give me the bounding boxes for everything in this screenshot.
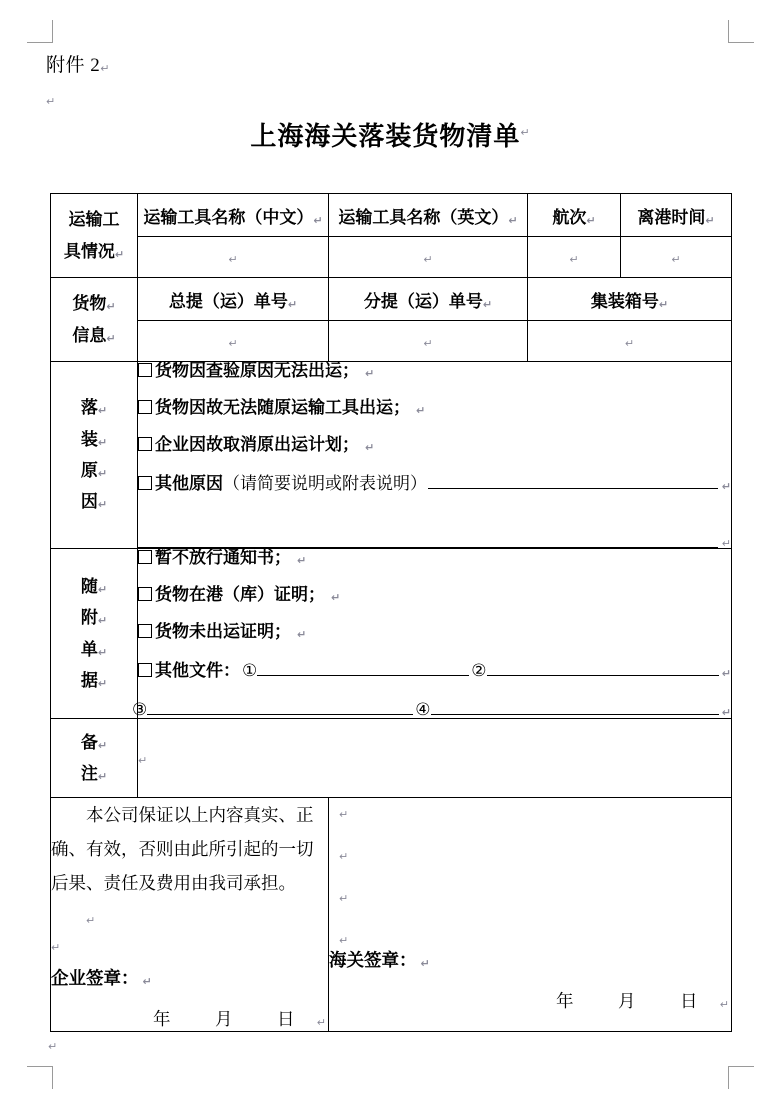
cargo-manifest-table — [50, 193, 732, 1032]
row-label-transport — [51, 194, 138, 278]
checkbox-label: 企业因故取消原出运计划； — [155, 435, 359, 454]
paragraph-mark-icon: ↵ — [51, 940, 61, 954]
paragraph-mark-icon: ↵ — [106, 300, 116, 314]
other-document-input-line-4[interactable] — [431, 699, 719, 715]
paragraph-mark-icon: ↵ — [106, 331, 116, 345]
paragraph-mark-icon: ↵ — [228, 337, 238, 350]
blank-number-3: ③ — [132, 700, 148, 719]
field-voyage[interactable] — [528, 237, 621, 278]
paragraph-mark-icon: ↵ — [719, 998, 729, 1012]
page-title — [0, 116, 781, 153]
checkbox-label: 货物在港（库）证明； — [155, 585, 325, 604]
other-document-input-line-3[interactable] — [147, 699, 413, 715]
attachment-label-text: 附件 2 — [46, 55, 101, 76]
paragraph-mark-icon: ↵ — [46, 95, 56, 108]
paragraph-mark-icon: ↵ — [482, 297, 493, 311]
column-header-container-no: 集装箱号↵ — [528, 278, 732, 321]
paragraph-mark-icon: ↵ — [313, 213, 323, 227]
date-month-label: 月 — [215, 1008, 233, 1029]
page-title-text: 上海海关落装货物清单 — [250, 122, 521, 152]
field-remarks[interactable] — [138, 719, 732, 798]
paragraph-mark-icon: ↵ — [97, 435, 108, 449]
date-year-label: 年 — [153, 1008, 171, 1029]
column-header-vessel-name-cn: 运输工具名称（中文）↵ — [138, 194, 329, 237]
checkbox-option-other-reason[interactable] — [138, 473, 731, 492]
customs-signature-label: 海关签章： ↵ — [329, 950, 430, 971]
paragraph-mark-icon: ↵ — [416, 404, 426, 417]
paragraph-mark-icon: ↵ — [721, 537, 731, 550]
other-document-input-line-2[interactable] — [487, 660, 719, 676]
paragraph-mark-icon: ↵ — [508, 213, 518, 227]
paragraph-mark-icon: ↵ — [86, 914, 96, 928]
checkbox-label: 货物未出运证明； — [155, 622, 291, 641]
row-label-line: 附↵ — [80, 608, 108, 628]
paragraph-mark-icon: ↵ — [721, 667, 731, 680]
checkbox-icon[interactable] — [138, 550, 152, 564]
customs-blank-lines — [339, 808, 348, 976]
row-label-line: 随↵ — [80, 576, 108, 596]
paragraph-mark-icon: ↵ — [721, 706, 731, 719]
checkbox-option-cannot-ship-original[interactable] — [138, 399, 731, 416]
company-signature-label: 企业签章： ↵ — [51, 967, 152, 988]
field-container-no[interactable] — [528, 321, 732, 362]
paragraph-mark-icon: ↵ — [339, 808, 349, 821]
checkbox-hint: （请简要说明或附表说明） — [223, 474, 427, 493]
blank-number-2: ② — [471, 661, 487, 680]
checkbox-icon[interactable] — [138, 476, 152, 490]
row-label-line: 因↵ — [80, 492, 108, 512]
checkbox-icon[interactable] — [138, 587, 152, 601]
paragraph-mark-icon: ↵ — [287, 297, 298, 311]
paragraph-mark-icon: ↵ — [97, 770, 108, 783]
table-row-declaration — [51, 798, 732, 1032]
table-row-cargo-values — [51, 321, 732, 362]
field-vessel-name-en[interactable] — [329, 237, 528, 278]
paragraph-mark-icon: ↵ — [142, 974, 152, 988]
paragraph-mark-icon: ↵ — [48, 1040, 58, 1053]
column-header-voyage: 航次↵ — [528, 194, 621, 237]
paragraph-mark-icon: ↵ — [339, 892, 349, 905]
blank-paragraph-line — [46, 92, 55, 108]
paragraph-mark-icon: ↵ — [97, 498, 108, 512]
other-reason-input-line-2[interactable] — [138, 532, 718, 548]
checkbox-option-plan-cancelled[interactable] — [138, 436, 731, 453]
row-label-line: 信息↵ — [72, 325, 116, 345]
checkbox-icon[interactable] — [138, 400, 152, 414]
accompanying-documents-options — [132, 548, 732, 719]
field-vessel-name-cn[interactable] — [138, 237, 329, 278]
attachment-label — [46, 50, 110, 77]
row-label-line: 备↵ — [80, 732, 108, 752]
paragraph-mark-icon: ↵ — [658, 297, 669, 311]
table-row-offload-reason — [51, 362, 732, 549]
row-label-line: 单↵ — [80, 639, 108, 659]
row-label-offload-reason — [51, 362, 138, 549]
other-document-input-line-1[interactable] — [257, 660, 469, 676]
paragraph-mark-icon: ↵ — [721, 480, 731, 493]
paragraph-mark-icon: ↵ — [97, 582, 108, 596]
column-header-departure-time: 离港时间↵ — [621, 194, 732, 237]
other-reason-input-line[interactable] — [428, 473, 718, 489]
date-day-label: 日 — [277, 1008, 295, 1029]
paragraph-mark-icon: ↵ — [97, 614, 108, 628]
declaration-company-block — [51, 798, 329, 1032]
table-row-cargo-headers — [51, 278, 732, 321]
company-date-line[interactable] — [51, 1006, 328, 1031]
checkbox-option-other-documents[interactable] — [138, 660, 731, 679]
date-year-label: 年 — [556, 991, 574, 1012]
checkbox-option-not-shipped-certificate[interactable] — [138, 623, 731, 640]
field-departure-time[interactable] — [621, 237, 732, 278]
checkbox-icon[interactable] — [138, 624, 152, 638]
row-label-remarks — [51, 719, 138, 798]
paragraph-mark-icon: ↵ — [228, 253, 238, 266]
row-label-line: 货物↵ — [72, 294, 116, 314]
field-master-bl[interactable] — [138, 321, 329, 362]
row-label-line: 注↵ — [80, 764, 108, 783]
checkbox-label: 货物因故无法随原运输工具出运； — [155, 398, 410, 417]
paragraph-mark-icon: ↵ — [365, 441, 375, 454]
checkbox-label: 货物因查验原因无法出运； — [155, 361, 359, 380]
paragraph-mark-icon: ↵ — [671, 253, 681, 266]
paragraph-mark-icon: ↵ — [569, 253, 579, 266]
declaration-customs-block — [329, 798, 732, 1032]
paragraph-mark-icon: ↵ — [297, 628, 307, 641]
paragraph-mark-icon: ↵ — [420, 957, 430, 971]
paragraph-mark-icon: ↵ — [100, 62, 110, 75]
paragraph-mark-icon: ↵ — [624, 337, 635, 350]
column-header-house-bl: 分提（运）单号↵ — [329, 278, 528, 321]
checkbox-icon[interactable] — [138, 437, 152, 451]
paragraph-mark-icon: ↵ — [586, 213, 596, 227]
date-day-label: 日 — [680, 991, 698, 1012]
row-label-line: 原↵ — [80, 461, 108, 480]
row-label-line: 落↵ — [80, 398, 108, 418]
footer-paragraph-line — [48, 1036, 57, 1054]
checkbox-option-hold-notice[interactable] — [138, 549, 731, 566]
date-month-label: 月 — [618, 991, 636, 1012]
paragraph-mark-icon: ↵ — [97, 738, 108, 752]
paragraph-mark-icon: ↵ — [114, 247, 125, 261]
checkbox-icon[interactable] — [138, 663, 152, 677]
row-label-accompanying-documents — [51, 549, 138, 719]
crop-mark-top-right — [728, 20, 754, 43]
row-label-line: 运输工 — [68, 210, 120, 230]
paragraph-mark-icon: ↵ — [339, 850, 349, 863]
row-label-cargo — [51, 278, 138, 362]
paragraph-mark-icon: ↵ — [520, 126, 531, 140]
row-label-line: 具情况↵ — [63, 241, 125, 261]
paragraph-mark-icon: ↵ — [705, 213, 715, 227]
column-header-vessel-name-en: 运输工具名称（英文）↵ — [329, 194, 528, 237]
paragraph-mark-icon: ↵ — [339, 934, 349, 947]
declaration-statement: 本公司保证以上内容真实、正确、有效，否则由此所引起的一切后果、责任及费用由我司承担。↵ — [51, 805, 314, 928]
checkbox-label: 其他文件： — [155, 661, 240, 680]
paragraph-mark-icon: ↵ — [331, 591, 341, 604]
paragraph-mark-icon: ↵ — [423, 337, 433, 350]
paragraph-mark-icon: ↵ — [138, 754, 148, 767]
paragraph-mark-icon: ↵ — [316, 1015, 326, 1029]
table-row-remarks — [51, 719, 732, 798]
crop-mark-bottom-left — [27, 1066, 53, 1089]
blank-number-4: ④ — [415, 700, 431, 719]
row-label-line: 装↵ — [80, 429, 108, 449]
checkbox-label: 其他原因 — [155, 474, 223, 493]
paragraph-mark-icon: ↵ — [423, 253, 433, 266]
paragraph-mark-icon: ↵ — [97, 404, 108, 418]
checkbox-option-inspection[interactable] — [138, 362, 731, 379]
checkbox-option-in-port-certificate[interactable] — [138, 586, 731, 603]
paragraph-mark-icon: ↵ — [365, 367, 375, 380]
checkbox-label: 暂不放行通知书； — [155, 548, 291, 567]
paragraph-mark-icon: ↵ — [297, 554, 307, 567]
paragraph-mark-icon: ↵ — [97, 676, 108, 690]
table-row-transport-headers — [51, 194, 732, 237]
other-documents-blanks-row2 — [130, 699, 731, 718]
checkbox-icon[interactable] — [138, 363, 152, 377]
table-row-transport-values — [51, 237, 732, 278]
customs-date-line[interactable] — [329, 988, 731, 1013]
row-label-line: 据↵ — [80, 670, 108, 690]
crop-mark-top-left — [27, 20, 53, 43]
blank-number-1: ① — [242, 661, 258, 680]
paragraph-mark-icon: ↵ — [97, 467, 108, 480]
paragraph-mark-icon: ↵ — [97, 645, 108, 659]
declaration-blank-line — [51, 935, 328, 961]
offload-reason-options — [138, 362, 732, 549]
table-row-accompanying-documents — [51, 549, 732, 719]
field-house-bl[interactable] — [329, 321, 528, 362]
crop-mark-bottom-right — [728, 1066, 754, 1089]
column-header-master-bl: 总提（运）单号↵ — [138, 278, 329, 321]
